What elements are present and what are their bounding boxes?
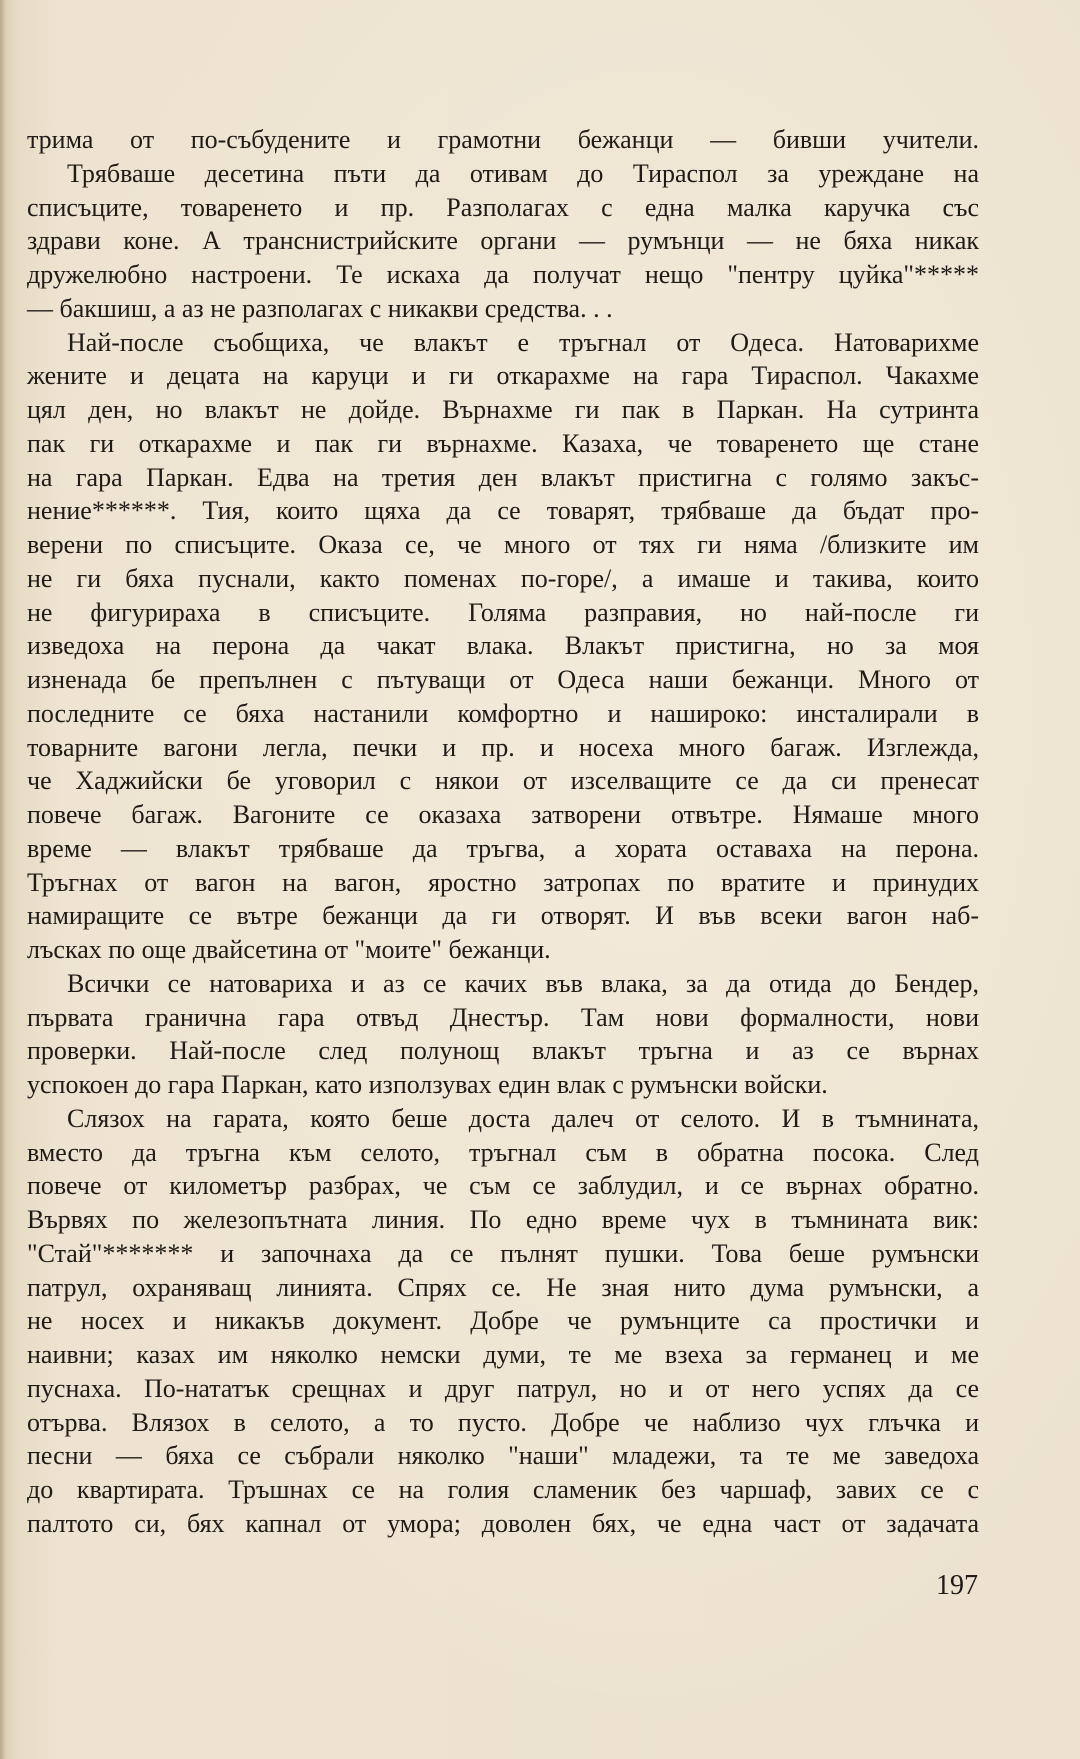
text-line: изведоха на перона да чакат влака. Влакът пристигна, но за моя [27, 631, 979, 661]
text-line: товарните вагони легла, печки и пр. и носеха много багаж. Изглежда, [27, 732, 979, 762]
text-line: отърва. Влязох в селото, а то пусто. Добре че наблизо чух глъчка и [27, 1407, 979, 1437]
text-line: пак ги откарахме и пак ги върнахме. Казаха, че товаренето ще стане [27, 428, 979, 458]
text-line: до квартирата. Тръшнах се на голия сламеник без чаршаф, завих се с [27, 1475, 979, 1504]
text-line: Всички се натовариха и аз се качих във влака, за да отида до Бендер, [67, 968, 979, 998]
text-line: на гара Паркан. Едва на третия ден влакът пристигна с голямо закъс- [27, 462, 979, 492]
text-line: верени по списъците. Оказа се, че много от тях ги няма /близките им [27, 530, 979, 559]
text-line: последните се бяха настанили комфортно и нашироко: инсталирали в [27, 698, 979, 728]
text-line: трима от по-събудените и грамотни бежанци — бивши учители. [27, 125, 979, 154]
text-line: повече от километър разбрах, че съм се заблудил, и се върнах обратно. [27, 1171, 979, 1201]
text-line: палтото си, бях капнал от умора; доволен бях, че една част от задачата [27, 1508, 979, 1538]
text-line: че Хаджийски бе уговорил с някои от изселващите се да си пренесат [27, 766, 979, 796]
text-line: първата гранична гара отвъд Днестър. Там нови формалности, нови [27, 1002, 979, 1032]
page-spine-edge [0, 0, 6, 1759]
text-line: време — влакът трябваше да тръгва, а хората оставаха на перона. [27, 833, 979, 863]
text-line: нение******. Тия, които щяха да се товарят, трябваше да бъдат про- [27, 496, 979, 526]
text-line: изненада бе препълнен с пътуващи от Одеса наши бежанци. Много от [27, 665, 979, 694]
text-line: лъсках по още двайсетина от "моите" бежанци. [27, 935, 551, 964]
text-line: наивни; казах им няколко немски думи, те ме взеха за германец и ме [27, 1340, 979, 1369]
text-line: Вървях по железопътната линия. По едно време чух в тъмнината вик: [27, 1205, 979, 1234]
text-line: проверки. Най-после след полунощ влакът тръгна и аз се върнах [27, 1036, 979, 1066]
text-line: песни — бяха се събрали няколко "наши" младежи, та те ме заведоха [27, 1441, 979, 1471]
text-line: не носех и никакъв документ. Добре че румънците са простички и [27, 1306, 979, 1336]
text-line: патрул, охраняващ линията. Спрях се. Не зная нито дума румънски, а [27, 1272, 979, 1302]
text-line: повече багаж. Вагоните се оказаха затворени отвътре. Нямаше много [27, 800, 979, 829]
text-line: намиращите се вътре бежанци да ги отворят. И във всеки вагон наб- [27, 901, 979, 931]
text-line: Трябваше десетина пъти да отивам до Тираспол за уреждане на [67, 158, 979, 188]
text-line: здрави коне. А транснистрийските органи — румънци — не бяха никак [27, 226, 979, 256]
text-line: не фигурираха в списъците. Голяма разправия, но най-после ги [27, 597, 979, 627]
page-number: 197 [936, 1570, 978, 1601]
text-line: Най-после съобщиха, че влакът е тръгнал от Одеса. Натоварихме [67, 327, 979, 357]
text-line: успокоен до гара Паркан, като използувах един влак с румънски войски. [27, 1070, 828, 1099]
text-line: цял ден, но влакът не дойде. Върнахме ги пак в Паркан. На сутринта [27, 395, 979, 424]
text-line: "Стай"******* и започнаха да се пълнят пушки. Това беше румънски [27, 1238, 979, 1268]
text-line: Слязох на гарата, която беше доста далеч от селото. И в тъмнината, [67, 1103, 979, 1133]
text-line: дружелюбно настроени. Те искаха да получат нещо "пентру цуйка"***** [27, 260, 979, 289]
text-line: пуснаха. По-нататък срещнах и друг патрул, но и от него успях да се [27, 1373, 979, 1403]
body-text [27, 123, 979, 1541]
text-line: списъците, товаренето и пр. Разполагах с една малка каручка със [27, 192, 979, 222]
text-line: вместо да тръгна към селото, тръгнал съм в обратна посока. След [27, 1137, 979, 1167]
text-line: Тръгнах от вагон на вагон, яростно затропах по вратите и принудих [27, 867, 979, 897]
text-line: — бакшиш, а аз не разполагах с никакви средства. . . [27, 293, 613, 323]
text-line: не ги бяха пуснали, както поменах по-горе/, а имаше и такива, които [27, 563, 979, 593]
text-line: жените и децата на каруци и ги откарахме на гара Тираспол. Чакахме [27, 361, 979, 391]
